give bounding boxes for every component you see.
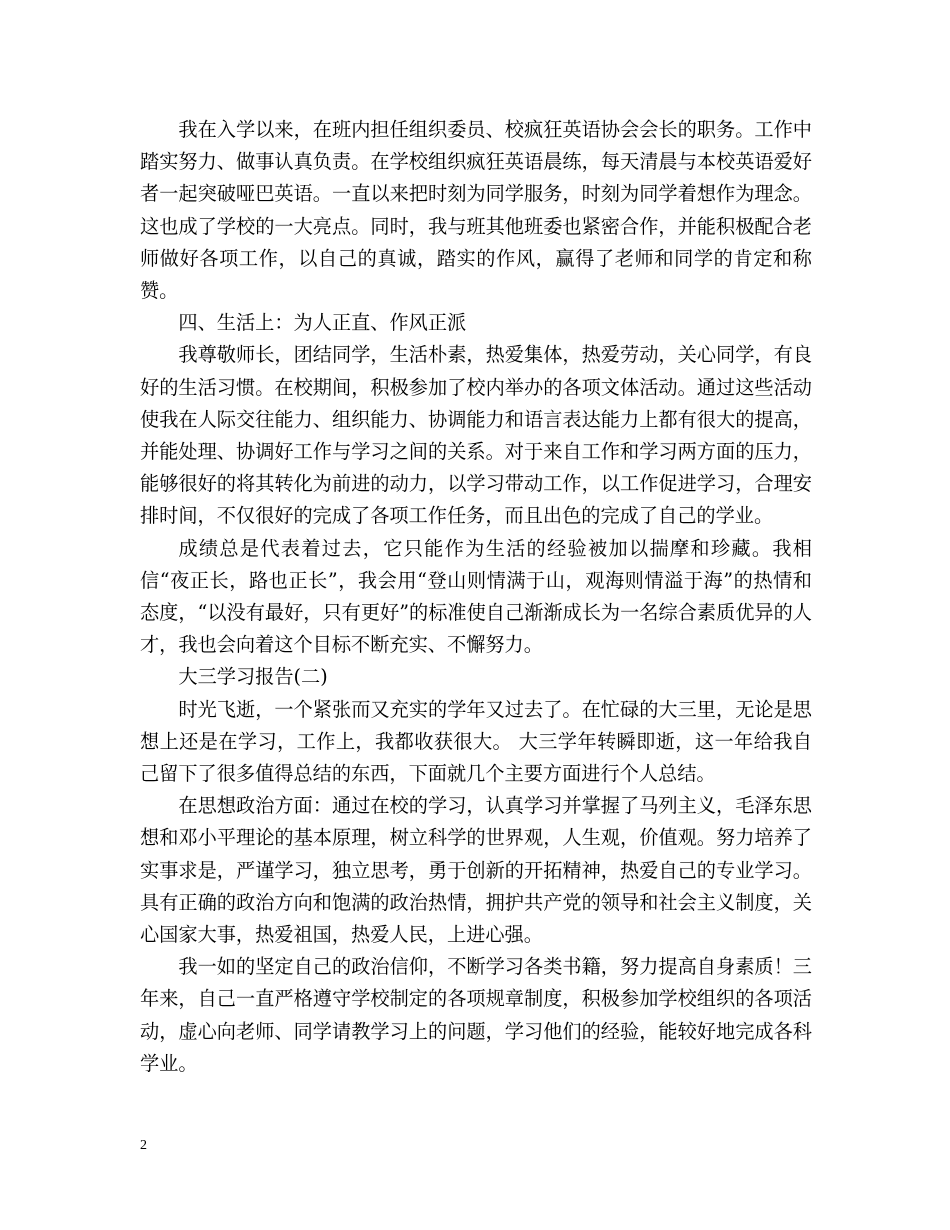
heading-life: 四、生活上：为人正直、作风正派	[178, 311, 467, 335]
paragraph-work-duties: 我在入学以来，在班内担任组织委员、校疯狂英语协会会长的职务。工作中踏实努力、做事认真负责。在学校组织疯狂英语晨练，每天清晨与本校英语爱好者一起突破哑巴英语。一直以来把时刻为同学服务，时刻为同学着想作为理念。这也成了学校的一大亮点。同时，我与班其他班委也紧密合作，并能积极配合老师做好各项工作，以自己的真诚，踏实的作风，赢得了老师和同学的肯定和称赞。	[140, 118, 812, 303]
page-number: 2	[140, 1138, 147, 1153]
paragraph-life-habits: 我尊敬师长，团结同学，生活朴素，热爱集体，热爱劳动，关心同学，有良好的生活习惯。在校期间，积极参加了校内举办的各项文体活动。通过这些活动使我在人际交往能力、组织能力、协调能力和语言表达能力上都有很大的提高，并能处理、协调好工作与学习之间的关系。对于来自工作和学习两方面的压力，能够很好的将其转化为前进的动力，以学习带动工作，以工作促进学习，合理安排时间，不仅很好的完成了各项工作任务，而且出色的完成了自己的学业。	[140, 343, 812, 528]
paragraph-political-belief: 我一如的坚定自己的政治信仰，不断学习各类书籍，努力提高自身素质！三年来，自己一直严格遵守学校制定的各项规章制度，积极参加学校组织的各项活动，虚心向老师、同学请教学习上的问题，学习他们的经验，能较好地完成各科学业。	[140, 955, 812, 1075]
paragraph-time-flies: 时光飞逝，一个紧张而又充实的学年又过去了。在忙碌的大三里，无论是思想上还是在学习，工作上，我都收获很大。 大三学年转瞬即逝，这一年给我自己留下了很多值得总结的东西，下面就几个主要方面进行个人总结。	[140, 697, 812, 786]
heading-report-two: 大三学习报告(二)	[178, 665, 328, 689]
paragraph-political-thought: 在思想政治方面：通过在校的学习，认真学习并掌握了马列主义，毛泽东思想和邓小平理论的基本原理，树立科学的世界观，人生观，价值观。努力培养了实事求是，严谨学习，独立思考，勇于创新的开拓精神，热爱自己的专业学习。具有正确的政治方向和饱满的政治热情，拥护共产党的领导和社会主义制度，关心国家大事，热爱祖国，热爱人民，上进心强。	[140, 794, 812, 947]
document-body	[140, 114, 812, 1080]
paragraph-achievements: 成绩总是代表着过去，它只能作为生活的经验被加以揣摩和珍藏。我相信“夜正长，路也正长”，我会用“登山则情满于山，观海则情溢于海”的热情和态度，“以没有最好，只有更好”的标准使自己渐渐成长为一名综合素质优异的人才，我也会向着这个目标不断充实、不懈努力。	[140, 536, 812, 657]
